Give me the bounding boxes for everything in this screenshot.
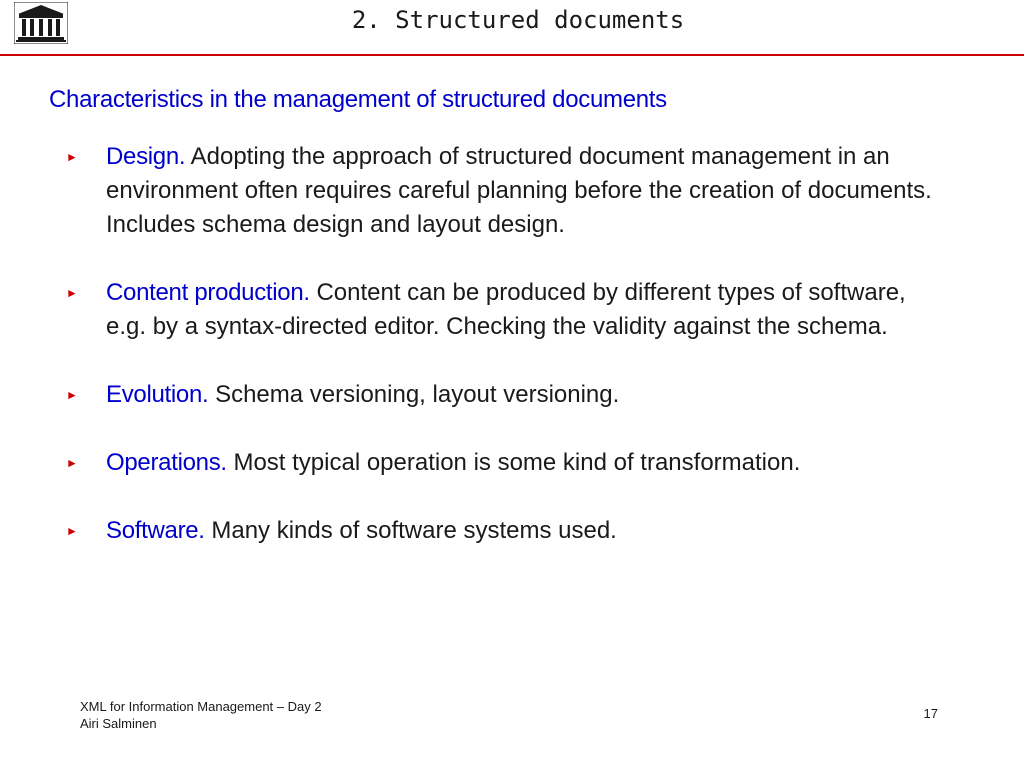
list-item bbox=[0, 446, 1024, 480]
triangle-bullet-icon: ► bbox=[66, 456, 78, 470]
bullet-text: Many kinds of software systems used. bbox=[204, 517, 617, 544]
list-item bbox=[0, 378, 1024, 412]
bullet-term: Evolution. bbox=[106, 381, 209, 408]
bullet-text: Content can be produced by different types of software, e.g. by a syntax-directed editor. Checking the validity against the schema. bbox=[106, 279, 906, 340]
footer-course: XML for Information Management – Day 2 bbox=[80, 699, 322, 714]
slide-subtitle: Characteristics in the management of structured documents bbox=[49, 86, 667, 113]
list-item bbox=[0, 276, 1024, 344]
triangle-bullet-icon: ► bbox=[66, 388, 78, 402]
title-divider bbox=[0, 54, 1024, 56]
bullet-term: Content production. bbox=[106, 279, 310, 306]
bullet-text: Adopting the approach of structured document management in an environment often requires careful planning before the creation of documents. Includes schema design and layout design. bbox=[106, 143, 932, 238]
triangle-bullet-icon: ► bbox=[66, 524, 78, 538]
page-title: 2. Structured documents bbox=[351, 6, 685, 34]
bullet-term: Software. bbox=[106, 517, 205, 544]
page-number: 17 bbox=[923, 706, 938, 721]
triangle-bullet-icon: ► bbox=[66, 150, 78, 164]
list-item bbox=[0, 514, 1024, 548]
triangle-bullet-icon: ► bbox=[66, 286, 78, 300]
bullet-list bbox=[0, 140, 1024, 582]
list-item bbox=[0, 140, 1024, 242]
bullet-text: Most typical operation is some kind of transformation. bbox=[226, 449, 801, 476]
footer bbox=[80, 698, 322, 732]
bullet-term: Operations. bbox=[106, 449, 227, 476]
bullet-text: Schema versioning, layout versioning. bbox=[208, 381, 620, 408]
bullet-term: Design. bbox=[106, 143, 186, 170]
footer-author: Airi Salminen bbox=[80, 716, 157, 731]
